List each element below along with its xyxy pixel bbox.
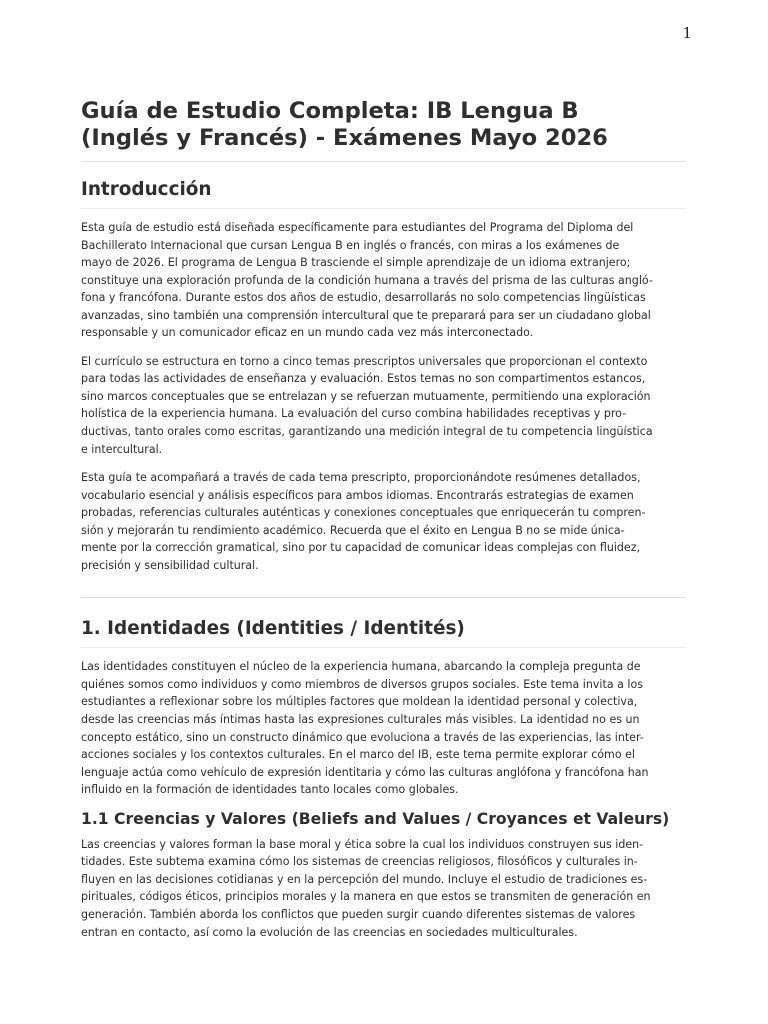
text-line: Las identidades constituyen el núcleo de la experiencia humana, abarcando la compleja pregunta de xyxy=(81,660,641,674)
intro-paragraph-1 xyxy=(81,219,686,342)
document-title-line: (Inglés y Francés) - Exámenes Mayo 2026 xyxy=(81,125,608,151)
text-line: mente por la corrección gramatical, sino por tu capacidad de comunicar ideas complejas con fluidez, xyxy=(81,541,641,555)
text-line: precisión y sensibilidad cultural. xyxy=(81,558,259,572)
text-line: concepto estático, sino un constructo dinámico que evoluciona a través de las experiencias, las inter- xyxy=(81,730,644,744)
intro-paragraph-2 xyxy=(81,353,686,458)
text-line: probadas, referencias culturales auténticas y conexiones conceptuales que enriquecerán tu compren- xyxy=(81,506,646,520)
text-line: tidades. Este subtema examina cómo los sistemas de creencias religiosos, filosóficos y culturales in- xyxy=(81,855,638,869)
text-line: constituye una exploración profunda de la condición humana a través del prisma de las culturas angló- xyxy=(81,273,653,287)
text-line: e intercultural. xyxy=(81,442,163,456)
document-body xyxy=(81,98,686,941)
section-1-paragraph xyxy=(81,658,686,798)
text-line: Esta guía de estudio está diseñada específicamente para estudiantes del Programa del Diploma del xyxy=(81,221,634,234)
text-line: fona y francófona. Durante estos dos años de estudio, desarrollarás no solo competencias lingüísticas xyxy=(81,291,646,305)
intro-heading: Introducción xyxy=(81,179,686,209)
text-line: Las creencias y valores forman la base moral y ética sobre la cual los individuos construyen sus iden- xyxy=(81,837,644,851)
text-line: influido en la formación de identidades tanto locales como globales. xyxy=(81,783,459,797)
text-line: ductivas, tanto orales como escritas, garantizando una medición integral de tu competencia lingüística xyxy=(81,425,653,439)
text-line: desde las creencias más íntimas hasta las expresiones culturales más visibles. La identidad no es un xyxy=(81,713,640,727)
text-line: mayo de 2026. El programa de Lengua B trasciende el simple aprendizaje de un idioma extranjero; xyxy=(81,256,631,270)
text-line: lenguaje actúa como vehículo de expresión identitaria y cómo las culturas anglófona y francófona han xyxy=(81,765,649,779)
text-line: para todas las actividades de enseñanza y evaluación. Estos temas no son compartimentos estancos, xyxy=(81,372,646,386)
text-line: pirituales, códigos éticos, principios morales y la manera en que estos se transmiten de generación en xyxy=(81,890,651,904)
page-number: 1 xyxy=(682,24,692,42)
subsection-1-1-heading: 1.1 Creencias y Valores (Beliefs and Values / Croyances et Valeurs) xyxy=(81,809,670,828)
subsection-1-1-paragraph xyxy=(81,836,686,941)
text-line: entran en contacto, así como la evolución de las creencias en sociedades multiculturales. xyxy=(81,925,578,939)
text-line: El currículo se estructura en torno a cinco temas prescriptos universales que proporcionan el contexto xyxy=(81,354,648,368)
text-line: estudiantes a reflexionar sobre los múltiples factores que moldean la identidad personal y colectiva, xyxy=(81,695,638,709)
text-line: vocabulario esencial y análisis específicos para ambos idiomas. Encontrarás estrategias de examen xyxy=(81,488,634,502)
text-line: acciones sociales y los contextos culturales. En el marco del IB, este tema permite explorar cómo el xyxy=(81,748,635,762)
text-line: holística de la experiencia humana. La evaluación del curso combina habilidades receptivas y pro- xyxy=(81,407,627,421)
document-title-line: Guía de Estudio Completa: IB Lengua B xyxy=(81,98,579,124)
text-line: avanzadas, sino también una comprensión intercultural que te preparará para ser un ciudadano global xyxy=(81,308,651,322)
text-line: responsable y un comunicador eficaz en un mundo cada vez más interconectado. xyxy=(81,326,534,340)
text-line: generación. También aborda los conflictos que pueden surgir cuando diferentes sistemas de valores xyxy=(81,907,636,921)
text-line: fluyen en las decisiones cotidianas y en la percepción del mundo. Incluye el estudio de tradiciones es- xyxy=(81,872,648,886)
section-1-heading: 1. Identidades (Identities / Identités) xyxy=(81,618,686,648)
text-line: quiénes somos como individuos y como miembros de diversos grupos sociales. Este tema invita a los xyxy=(81,677,643,691)
intro-paragraph-3 xyxy=(81,469,686,574)
text-line: sión y mejorarán tu rendimiento académico. Recuerda que el éxito en Lengua B no se mide única- xyxy=(81,523,625,537)
text-line: Bachillerato Internacional que cursan Lengua B en inglés o francés, con miras a los exámenes de xyxy=(81,238,620,252)
text-line: sino marcos conceptuales que se entrelazan y se refuerzan mutuamente, permitiendo una exploración xyxy=(81,389,651,403)
document-title xyxy=(81,98,686,162)
text-line: Esta guía te acompañará a través de cada tema prescripto, proporcionándote resúmenes detallados, xyxy=(81,471,641,485)
